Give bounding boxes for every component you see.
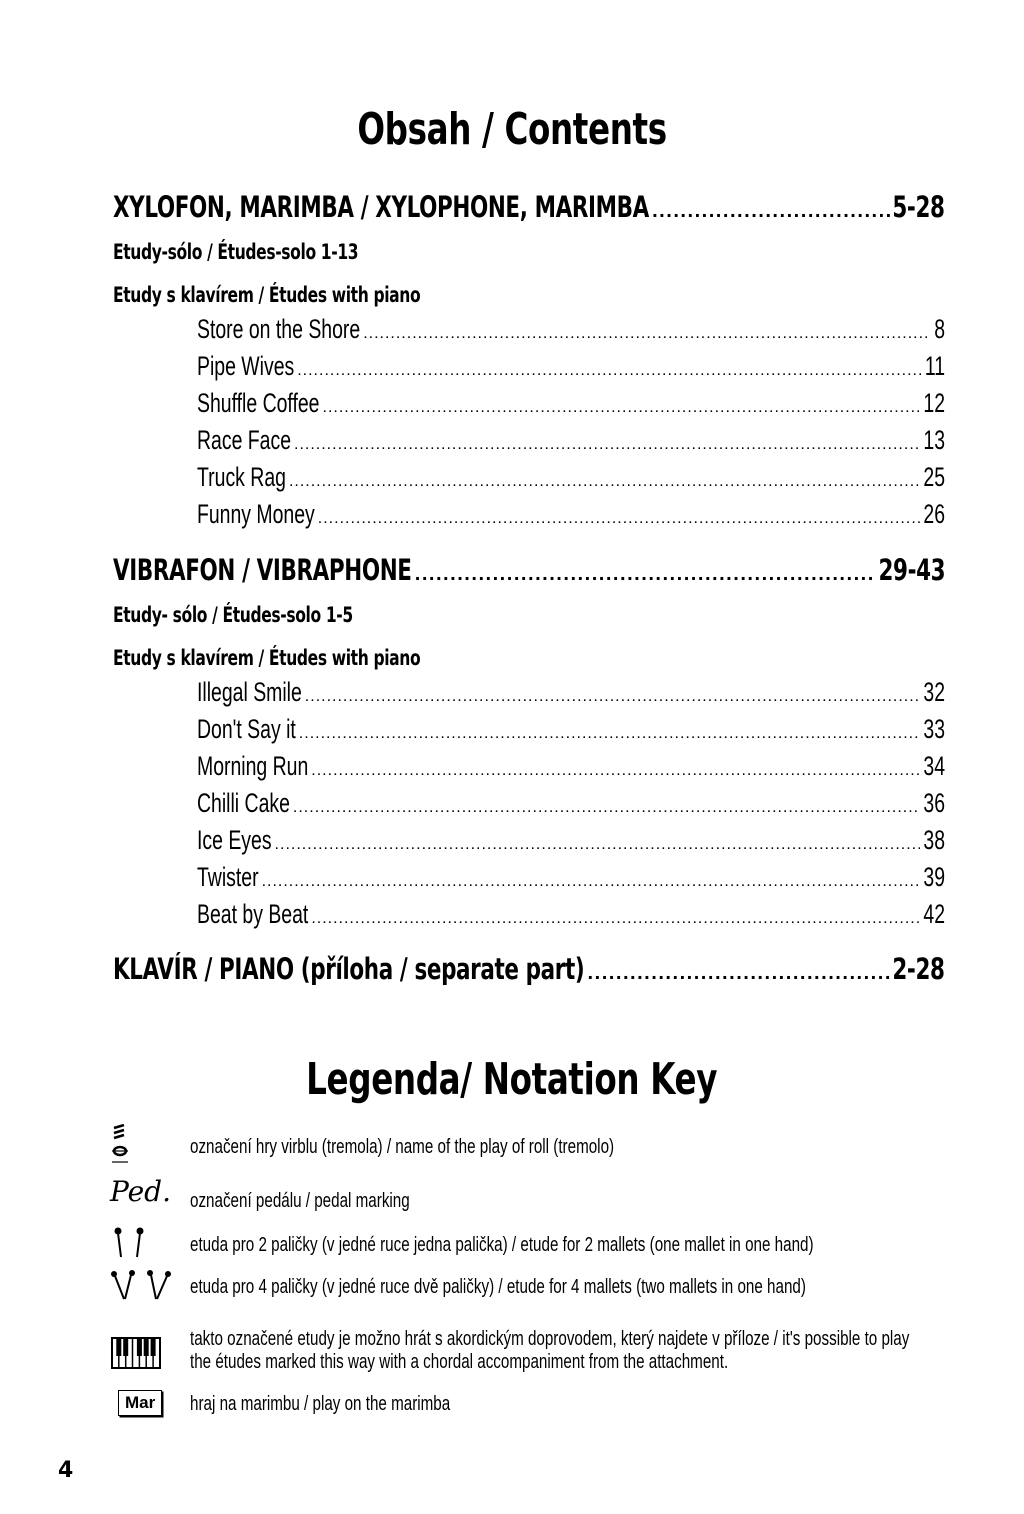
toc-item [197, 862, 945, 893]
piano-keyboard-icon [110, 1332, 164, 1376]
solo-label: Etudy- sólo / Études-solo 1-5 [113, 603, 353, 627]
toc-item [197, 899, 945, 930]
section-pages: 5-28 [892, 190, 945, 224]
tremolo-icon [110, 1124, 130, 1168]
toc-item-page: 39 [923, 862, 945, 892]
section-title: VIBRAFON / VIBRAPHONE [113, 553, 412, 587]
section-pages: 2-28 [892, 952, 945, 986]
toc-item-page: 34 [923, 751, 945, 781]
toc-item-title: Illegal Smile [197, 677, 302, 707]
pedal-icon: Ped. [110, 1175, 171, 1208]
leader-dots [323, 399, 921, 417]
toc-item-page: 42 [923, 899, 945, 929]
legend-text: hraj na marimbu / play on the marimba [190, 1393, 451, 1415]
leader-dots [262, 873, 921, 891]
toc-item [197, 425, 945, 456]
leader-dots [289, 473, 920, 491]
toc-item-page: 38 [923, 825, 945, 855]
piano-label: Etudy s klavírem / Études with piano [113, 646, 421, 670]
legend-text [190, 1328, 909, 1374]
toc-item-title: Race Face [197, 425, 292, 455]
leader-dots [293, 799, 920, 817]
toc-item [197, 788, 945, 819]
legend-text: označení pedálu / pedal marking [190, 1190, 410, 1212]
toc-item-page: 25 [923, 462, 945, 492]
toc-item-page: 26 [923, 499, 945, 529]
toc-item-page: 33 [923, 714, 945, 744]
toc-item-page: 8 [934, 314, 945, 344]
toc-item [197, 751, 945, 782]
toc-item-title: Beat by Beat [197, 899, 309, 929]
solo-label: Etudy-sólo / Études-solo 1-13 [113, 240, 359, 264]
leader-dots [414, 565, 875, 584]
section-title: XYLOFON, MARIMBA / XYLOPHONE, MARIMBA [113, 190, 649, 224]
toc-item [197, 677, 945, 708]
toc-item [197, 499, 945, 530]
leader-dots [299, 725, 921, 743]
toc-item-title: Twister [197, 862, 259, 892]
toc-item-title: Funny Money [197, 499, 315, 529]
section-xylophone [113, 190, 945, 224]
toc-item-title: Pipe Wives [197, 351, 295, 381]
leader-dots [587, 964, 890, 983]
legend-text-line: the études marked this way with a chordal accompaniment from the attachment. [190, 1351, 729, 1373]
leader-dots [311, 910, 920, 928]
leader-dots [652, 202, 890, 221]
leader-dots [311, 762, 920, 780]
piano-label: Etudy s klavírem / Études with piano [113, 283, 421, 307]
toc-item [197, 462, 945, 493]
toc-item-page: 13 [923, 425, 945, 455]
leader-dots [297, 362, 922, 380]
toc-item [197, 314, 945, 345]
toc-item [197, 351, 945, 382]
toc-item [197, 825, 945, 856]
toc-item-title: Ice Eyes [197, 825, 272, 855]
toc-item-page: 36 [923, 788, 945, 818]
toc-item [197, 714, 945, 745]
leader-dots [363, 325, 931, 343]
toc-item-title: Store on the Shore [197, 314, 361, 344]
leader-dots [318, 510, 921, 528]
toc-item-title: Truck Rag [197, 462, 286, 492]
toc-item-title: Don't Say it [197, 714, 296, 744]
two-mallets-icon [110, 1226, 154, 1260]
toc-item-page: 32 [923, 677, 945, 707]
section-piano [113, 952, 945, 986]
leader-dots [275, 836, 921, 854]
section-title: KLAVÍR / PIANO (příloha / separate part) [113, 952, 585, 986]
legend-text-line: takto označené etudy je možno hrát s akordickým doprovodem, který najdete v příloze / it's possible to play [190, 1328, 910, 1350]
marimba-box-icon: Mar [118, 1390, 162, 1416]
toc-item-page: 11 [924, 351, 945, 381]
legend-text: etuda pro 4 paličky (v jedné ruce dvě paličky) / etude for 4 mallets (two mallets in one hand) [190, 1276, 806, 1298]
toc-item-title: Chilli Cake [197, 788, 290, 818]
toc-item-page: 12 [923, 388, 945, 418]
legend-text: označení hry virblu (tremola) / name of the play of roll (tremolo) [190, 1136, 615, 1158]
section-vibraphone [113, 553, 945, 587]
leader-dots [294, 436, 920, 454]
toc-item-title: Shuffle Coffee [197, 388, 320, 418]
section-pages: 29-43 [878, 553, 945, 587]
leader-dots [305, 688, 921, 706]
contents-title: Obsah / Contents [357, 104, 667, 155]
legend-text: etuda pro 2 paličky (v jedné ruce jedna palička) / etude for 2 mallets (one mallet in one hand) [190, 1234, 814, 1256]
legend-title: Legenda/ Notation Key [306, 1054, 718, 1105]
four-mallets-icon [110, 1268, 174, 1302]
toc-item [197, 388, 945, 419]
page-number: 4 [58, 1458, 73, 1483]
toc-item-title: Morning Run [197, 751, 309, 781]
